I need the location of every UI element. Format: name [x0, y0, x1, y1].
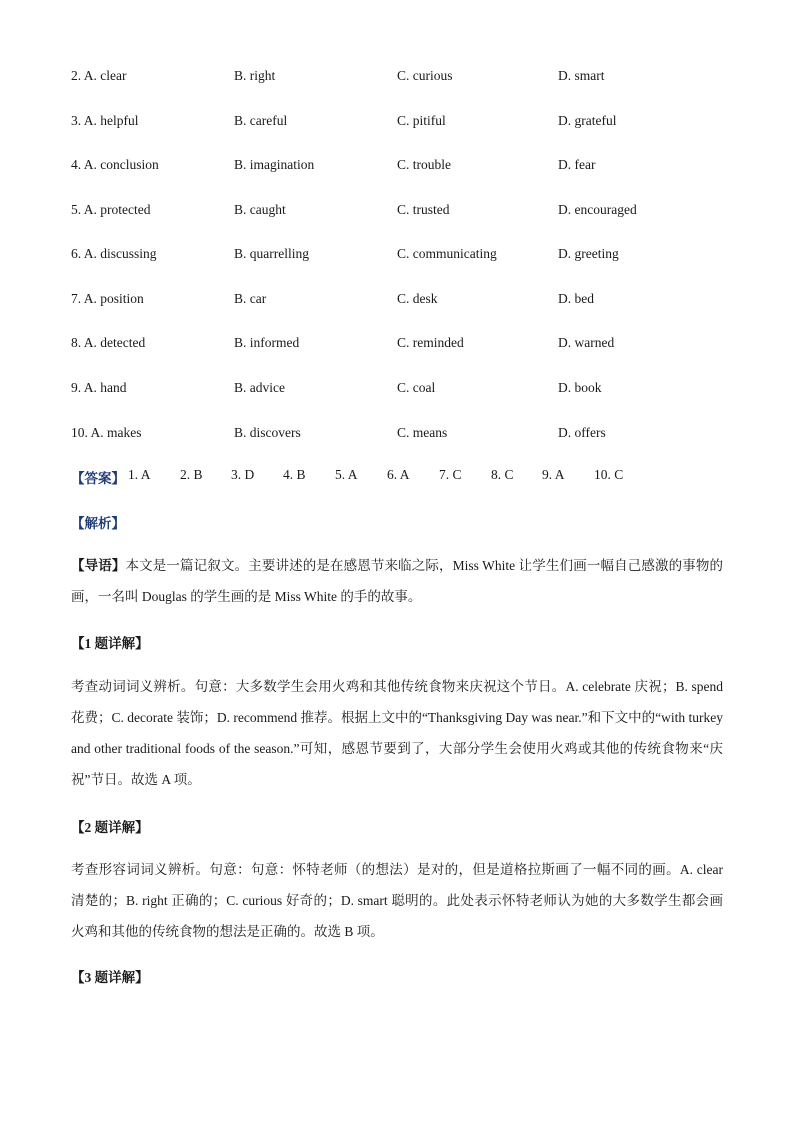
q3-heading: 【3 题详解】	[71, 970, 149, 985]
option-b: B. careful	[234, 113, 288, 128]
option-b: B. advice	[234, 380, 285, 395]
option-b: B. informed	[234, 335, 300, 350]
option-c: C. trouble	[397, 157, 451, 172]
option-c: C. coal	[397, 380, 436, 395]
option-a: 6. A. discussing	[71, 246, 157, 261]
option-c: C. desk	[397, 291, 438, 306]
option-c: C. reminded	[397, 335, 464, 350]
option-a: 4. A. conclusion	[71, 157, 159, 172]
option-b: B. car	[234, 291, 267, 306]
option-b: B. discovers	[234, 425, 301, 440]
option-row-2	[71, 68, 731, 88]
option-a: 10. A. makes	[71, 425, 142, 440]
option-row-8	[71, 335, 731, 355]
intro-text: 本文是一篇记叙文。主要讲述的是在感恩节来临之际，Miss White 让学生们画一幅自己感激的事物的画，一名叫 Douglas 的学生画的是 Miss White 的手的故事。	[71, 558, 723, 604]
option-d: D. bed	[558, 291, 594, 306]
answer-item: 8. C	[491, 467, 514, 482]
option-b: B. caught	[234, 202, 286, 217]
option-d: D. encouraged	[558, 202, 637, 217]
answer-item: 5. A	[335, 467, 358, 482]
option-d: D. greeting	[558, 246, 619, 261]
option-row-10	[71, 425, 731, 445]
option-c: C. curious	[397, 68, 453, 83]
option-d: D. smart	[558, 68, 605, 83]
answer-item: 3. D	[231, 467, 255, 482]
option-d: D. warned	[558, 335, 615, 350]
option-row-7	[71, 291, 731, 311]
option-row-4	[71, 157, 731, 177]
intro-paragraph	[71, 550, 723, 612]
option-a: 2. A. clear	[71, 68, 127, 83]
option-a: 9. A. hand	[71, 380, 127, 395]
q1-heading: 【1 题详解】	[71, 636, 149, 651]
option-d: D. fear	[558, 157, 596, 172]
option-row-3	[71, 113, 731, 133]
option-c: C. communicating	[397, 246, 497, 261]
answer-item: 2. B	[180, 467, 203, 482]
answer-key	[71, 467, 624, 487]
analysis-heading: 【解析】	[71, 516, 125, 531]
option-a: 7. A. position	[71, 291, 144, 306]
answer-item: 7. C	[439, 467, 462, 482]
option-a: 5. A. protected	[71, 202, 151, 217]
option-b: B. right	[234, 68, 276, 83]
intro-lead: 【导语】	[71, 558, 126, 573]
answer-item: 1. A	[128, 467, 151, 482]
option-a: 3. A. helpful	[71, 113, 139, 128]
option-row-5	[71, 202, 731, 222]
answer-item: 6. A	[387, 467, 410, 482]
q2-explanation: 考查形容词词义辨析。句意：句意：怀特老师（的想法）是对的，但是道格拉斯画了一幅不同的画。A. clear 清楚的；B. right 正确的；C. curious 好奇的；D. smart 聪明的。此处表示怀特老师认为她的大多数学生都会画火鸡和其他的传统食物的想法是正确的。故选 B 项。	[71, 862, 723, 939]
option-a: 8. A. detected	[71, 335, 146, 350]
q2-heading: 【2 题详解】	[71, 820, 149, 835]
answer-item: 4. B	[283, 467, 306, 482]
option-row-6	[71, 246, 731, 266]
option-b: B. quarrelling	[234, 246, 309, 261]
answer-item: 9. A	[542, 467, 565, 482]
option-c: C. pitiful	[397, 113, 446, 128]
option-row-9	[71, 380, 731, 400]
option-c: C. means	[397, 425, 448, 440]
option-c: C. trusted	[397, 202, 450, 217]
option-d: D. book	[558, 380, 602, 395]
answer-item: 10. C	[594, 467, 624, 482]
answer-label: 【答案】	[71, 471, 125, 486]
option-b: B. imagination	[234, 157, 315, 172]
q1-explanation: 考查动词词义辨析。句意：大多数学生会用火鸡和其他传统食物来庆祝这个节日。A. celebrate 庆祝；B. spend 花费；C. decorate 装饰；D. recommend 推荐。根据上文中的“Thanksgiving Day was near.”和下文中的“with turkey and other traditional foods of the season.”可知，感恩节要到了，大部分学生会使用火鸡或其他的传统食物来“庆祝”节日。故选 A 项。	[71, 679, 723, 787]
option-d: D. grateful	[558, 113, 617, 128]
option-d: D. offers	[558, 425, 606, 440]
